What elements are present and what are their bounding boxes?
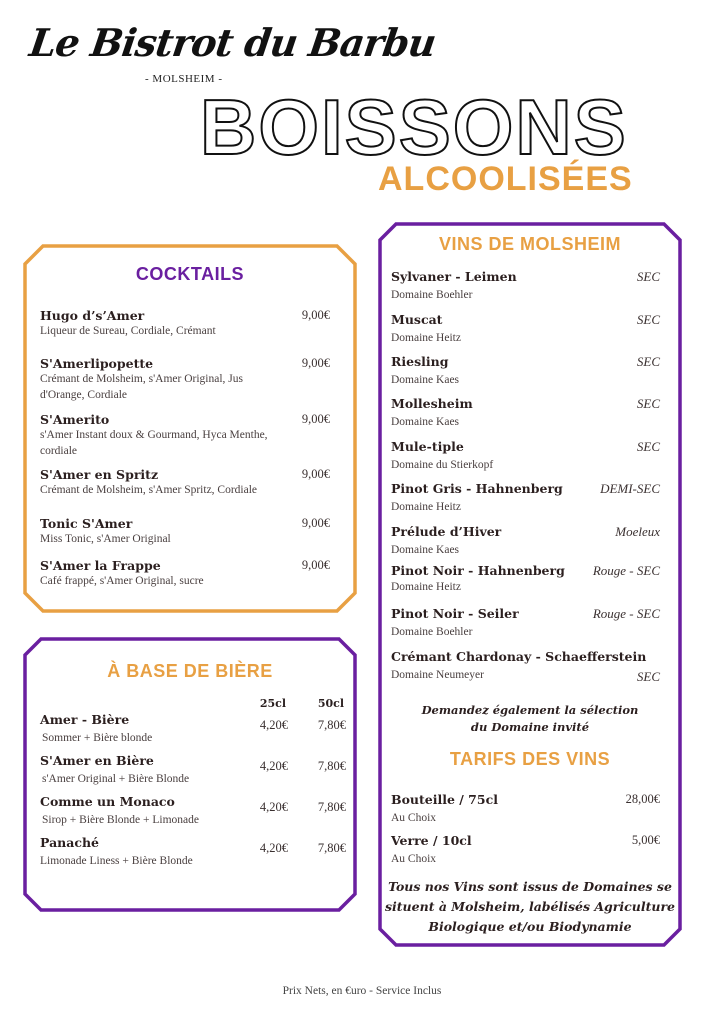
item-name: Pinot Gris - Hahnenberg [391,481,563,496]
item-price: 9,00€ [301,516,330,530]
item-domaine: Domaine Boehler [391,289,473,301]
item-name: Amer - Bière [40,712,130,727]
item-type: SEC [636,354,660,369]
domaine-invite-note [378,702,682,736]
price-50cl: 7,80€ [317,800,346,814]
biere-item [40,835,346,869]
item-price: 5,00€ [631,833,660,847]
item-domaine: Domaine Boehler [391,626,473,638]
tarif-item [391,792,660,826]
footer-note: Prix Nets, en €uro - Service Inclus [282,985,442,997]
item-name: Comme un Monaco [40,794,175,809]
note-line: Demandez également la sélection [421,703,639,717]
item-name: Verre / 10cl [391,833,472,848]
item-desc: Crémant de Molsheim, s'Amer Original, Jus d'Orange, Cordiale [40,373,243,401]
item-desc: s'Amer Original + Bière Blonde [42,773,190,785]
item-name: S'Amer la Frappe [40,558,161,573]
item-desc: Sirop + Bière Blonde + Limonade [42,814,200,826]
vin-item [391,563,660,595]
item-name: S'Amer en Bière [40,753,154,768]
item-name: Hugo d’s’Amer [40,308,145,323]
vin-item [391,312,660,346]
vins-section [378,222,682,947]
item-name: Riesling [391,354,449,369]
item-desc: Au Choix [391,812,437,824]
price-25cl: 4,20€ [259,841,288,855]
item-price: 28,00€ [625,792,660,806]
price-25cl: 4,20€ [259,718,288,732]
vin-item [391,439,660,473]
tarif-item [391,833,660,867]
cocktail-item [40,308,330,339]
cocktail-item [40,412,330,459]
item-name: Muscat [391,312,443,327]
vin-item [391,606,660,640]
vin-item [391,269,660,303]
item-desc: Miss Tonic, s'Amer Original [40,533,171,545]
item-domaine: Domaine Kaes [391,544,460,556]
vin-item [391,649,660,683]
item-desc: Sommer + Bière blonde [42,732,153,744]
restaurant-logo: Le Bistrot du Barbu [26,20,439,65]
item-name: Pinot Noir - Hahnenberg [391,563,565,578]
item-desc: Au Choix [391,853,437,865]
price-50cl: 7,80€ [317,759,346,773]
price-25cl: 4,20€ [259,800,288,814]
item-type: Rouge - SEC [592,563,660,578]
cocktail-item [40,467,330,498]
price-50cl: 7,80€ [317,841,346,855]
item-name: Tonic S'Amer [40,516,133,531]
biere-item [40,753,346,787]
vin-item [391,396,660,430]
item-desc: Liqueur de Sureau, Cordiale, Crémant [40,325,216,337]
price-25cl: 4,20€ [259,759,288,773]
biere-item [40,794,346,828]
item-domaine: Domaine Neumeyer [391,669,484,681]
item-domaine: Domaine Kaes [391,416,460,428]
item-price: 9,00€ [301,356,330,370]
note-line: situent à Molsheim, labélisés Agriculture [385,899,675,914]
item-type: SEC [636,269,660,284]
item-name: Panaché [40,835,100,850]
item-type: SEC [636,396,660,411]
item-name: Sylvaner - Leimen [391,269,517,284]
vin-item [391,354,660,388]
cocktails-title: COCKTAILS [135,264,245,284]
item-price: 9,00€ [301,558,330,572]
item-name: S'Amerlipopette [40,356,154,371]
item-desc: Limonade Liness + Bière Blonde [40,855,193,867]
cocktails-section [23,244,357,613]
biere-item [40,712,346,746]
vin-item [391,481,660,515]
col-25cl-header: 25cl [259,697,286,710]
item-desc: s'Amer Instant doux & Gourmand, Hyca Menthe, cordiale [40,429,268,457]
item-price: 9,00€ [301,308,330,322]
item-domaine: Domaine Heitz [391,581,461,593]
item-type: Moeleux [615,524,660,539]
page-title: BOISSONS [200,83,628,171]
item-name: Bouteille / 75cl [391,792,498,807]
item-type: SEC [636,669,660,684]
item-type: SEC [636,439,660,454]
item-desc: Café frappé, s'Amer Original, sucre [40,575,204,587]
note-line: Tous nos Vins sont issus de Domaines se [388,879,672,894]
col-50cl-header: 50cl [317,697,344,710]
item-name: Mule-tiple [391,439,464,454]
item-type: DEMI-SEC [600,481,660,496]
item-domaine: Domaine Heitz [391,501,461,513]
item-domaine: Domaine Kaes [391,374,460,386]
item-name: Prélude d’Hiver [391,524,502,539]
town-label: - MOLSHEIM - [145,73,223,85]
item-price: 9,00€ [301,412,330,426]
item-price: 9,00€ [301,467,330,481]
vin-item [391,524,660,558]
cocktail-item [40,558,330,589]
item-type: SEC [636,312,660,327]
item-name: S'Amer en Spritz [40,467,159,482]
page-subtitle: ALCOOLISÉES [378,160,633,198]
cocktail-item [40,516,330,547]
item-name: Pinot Noir - Seiler [391,606,519,621]
biere-section [23,637,357,912]
price-50cl: 7,80€ [317,718,346,732]
biere-title: À BASE DE BIÈRE [107,661,273,681]
vins-title: VINS DE MOLSHEIM [438,234,621,254]
cocktail-item [40,356,330,403]
note-line: du Domaine invité [470,720,590,734]
tarifs-title: TARIFS DES VINS [449,749,611,769]
item-domaine: Domaine Heitz [391,332,461,344]
item-type: Rouge - SEC [592,606,660,621]
item-name: Crémant Chardonay - Schaefferstein [391,649,647,664]
item-name: S'Amerito [40,412,110,427]
item-name: Mollesheim [391,396,473,411]
item-desc: Crémant de Molsheim, s'Amer Spritz, Cordiale [40,484,258,496]
vins-origin-note [378,877,682,937]
item-domaine: Domaine du Stierkopf [391,459,494,471]
note-line: Biologique et/ou Biodynamie [428,919,632,934]
